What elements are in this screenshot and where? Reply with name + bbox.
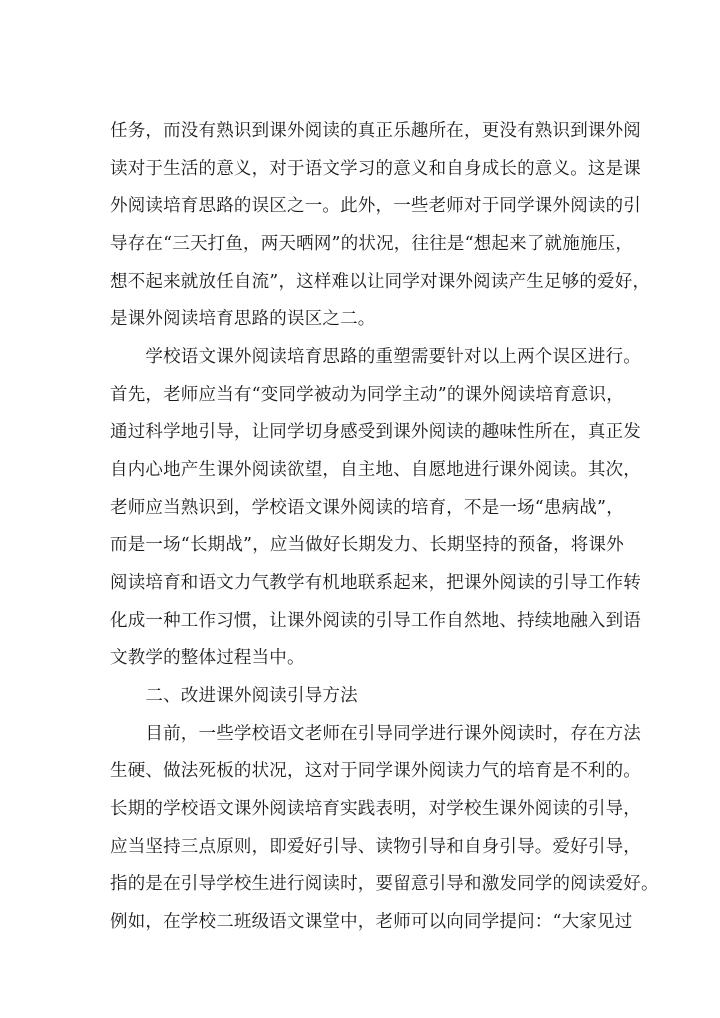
text-line: 化成一种工作习惯，让课外阅读的引导工作自然地、持续地融入到语 bbox=[110, 611, 641, 631]
text-line: 想不起来就放任自流”，这样难以让同学对课外阅读产生足够的爱好， bbox=[110, 272, 651, 292]
text-line: 指的是在引导学校生进行阅读时，要留意引导和激发同学的阅读爱好。 bbox=[110, 874, 659, 894]
text-line: 长期的学校语文课外阅读培育实践表明，对学校生课外阅读的引导， bbox=[110, 799, 641, 819]
text-line: 目前，一些学校语文老师在引导同学进行课外阅读时，存在方法 bbox=[110, 724, 641, 744]
text-line: 任务，而没有熟识到课外阅读的真正乐趣所在，更没有熟识到课外阅 bbox=[110, 121, 641, 141]
text-line: 通过科学地引导，让同学切身感受到课外阅读的趣味性所在，真正发 bbox=[110, 422, 641, 442]
text-line: 而是一场“长期战”，应当做好长期发力、长期坚持的预备，将课外 bbox=[110, 535, 624, 555]
text-line: 是课外阅读培育思路的误区之二。 bbox=[110, 309, 376, 329]
text-line: 导存在“三天打鱼，两天晒网”的状况，往往是“想起来了就施施压， bbox=[110, 234, 634, 254]
text-line: 例如，在学校二班级语文课堂中，老师可以向同学提问：“大家见过 bbox=[110, 912, 633, 932]
text-line: 学校语文课外阅读培育思路的重塑需要针对以上两个误区进行。 bbox=[110, 347, 641, 367]
text-line: 生硬、做法死板的状况，这对于同学课外阅读力气的培育是不利的。 bbox=[110, 761, 641, 781]
text-line: 文教学的整体过程当中。 bbox=[110, 648, 305, 668]
text-line: 阅读培育和语文力气教学有机地联系起来，把课外阅读的引导工作转 bbox=[110, 573, 641, 593]
text-line: 首先，老师应当有“变同学被动为同学主动”的课外阅读培育意识， bbox=[110, 385, 624, 405]
section-heading: 二、改进课外阅读引导方法 bbox=[110, 686, 358, 706]
text-line: 外阅读培育思路的误区之一。此外，一些老师对于同学课外阅读的引 bbox=[110, 196, 641, 216]
text-line: 自内心地产生课外阅读欲望，自主地、自愿地进行课外阅读。其次， bbox=[110, 460, 641, 480]
text-line: 读对于生活的意义，对于语文学习的意义和自身成长的意义。这是课 bbox=[110, 159, 641, 179]
text-line: 应当坚持三点原则，即爱好引导、读物引导和自身引导。爱好引导， bbox=[110, 837, 641, 857]
text-line: 老师应当熟识到，学校语文课外阅读的培育，不是一场“患病战”， bbox=[110, 498, 624, 518]
